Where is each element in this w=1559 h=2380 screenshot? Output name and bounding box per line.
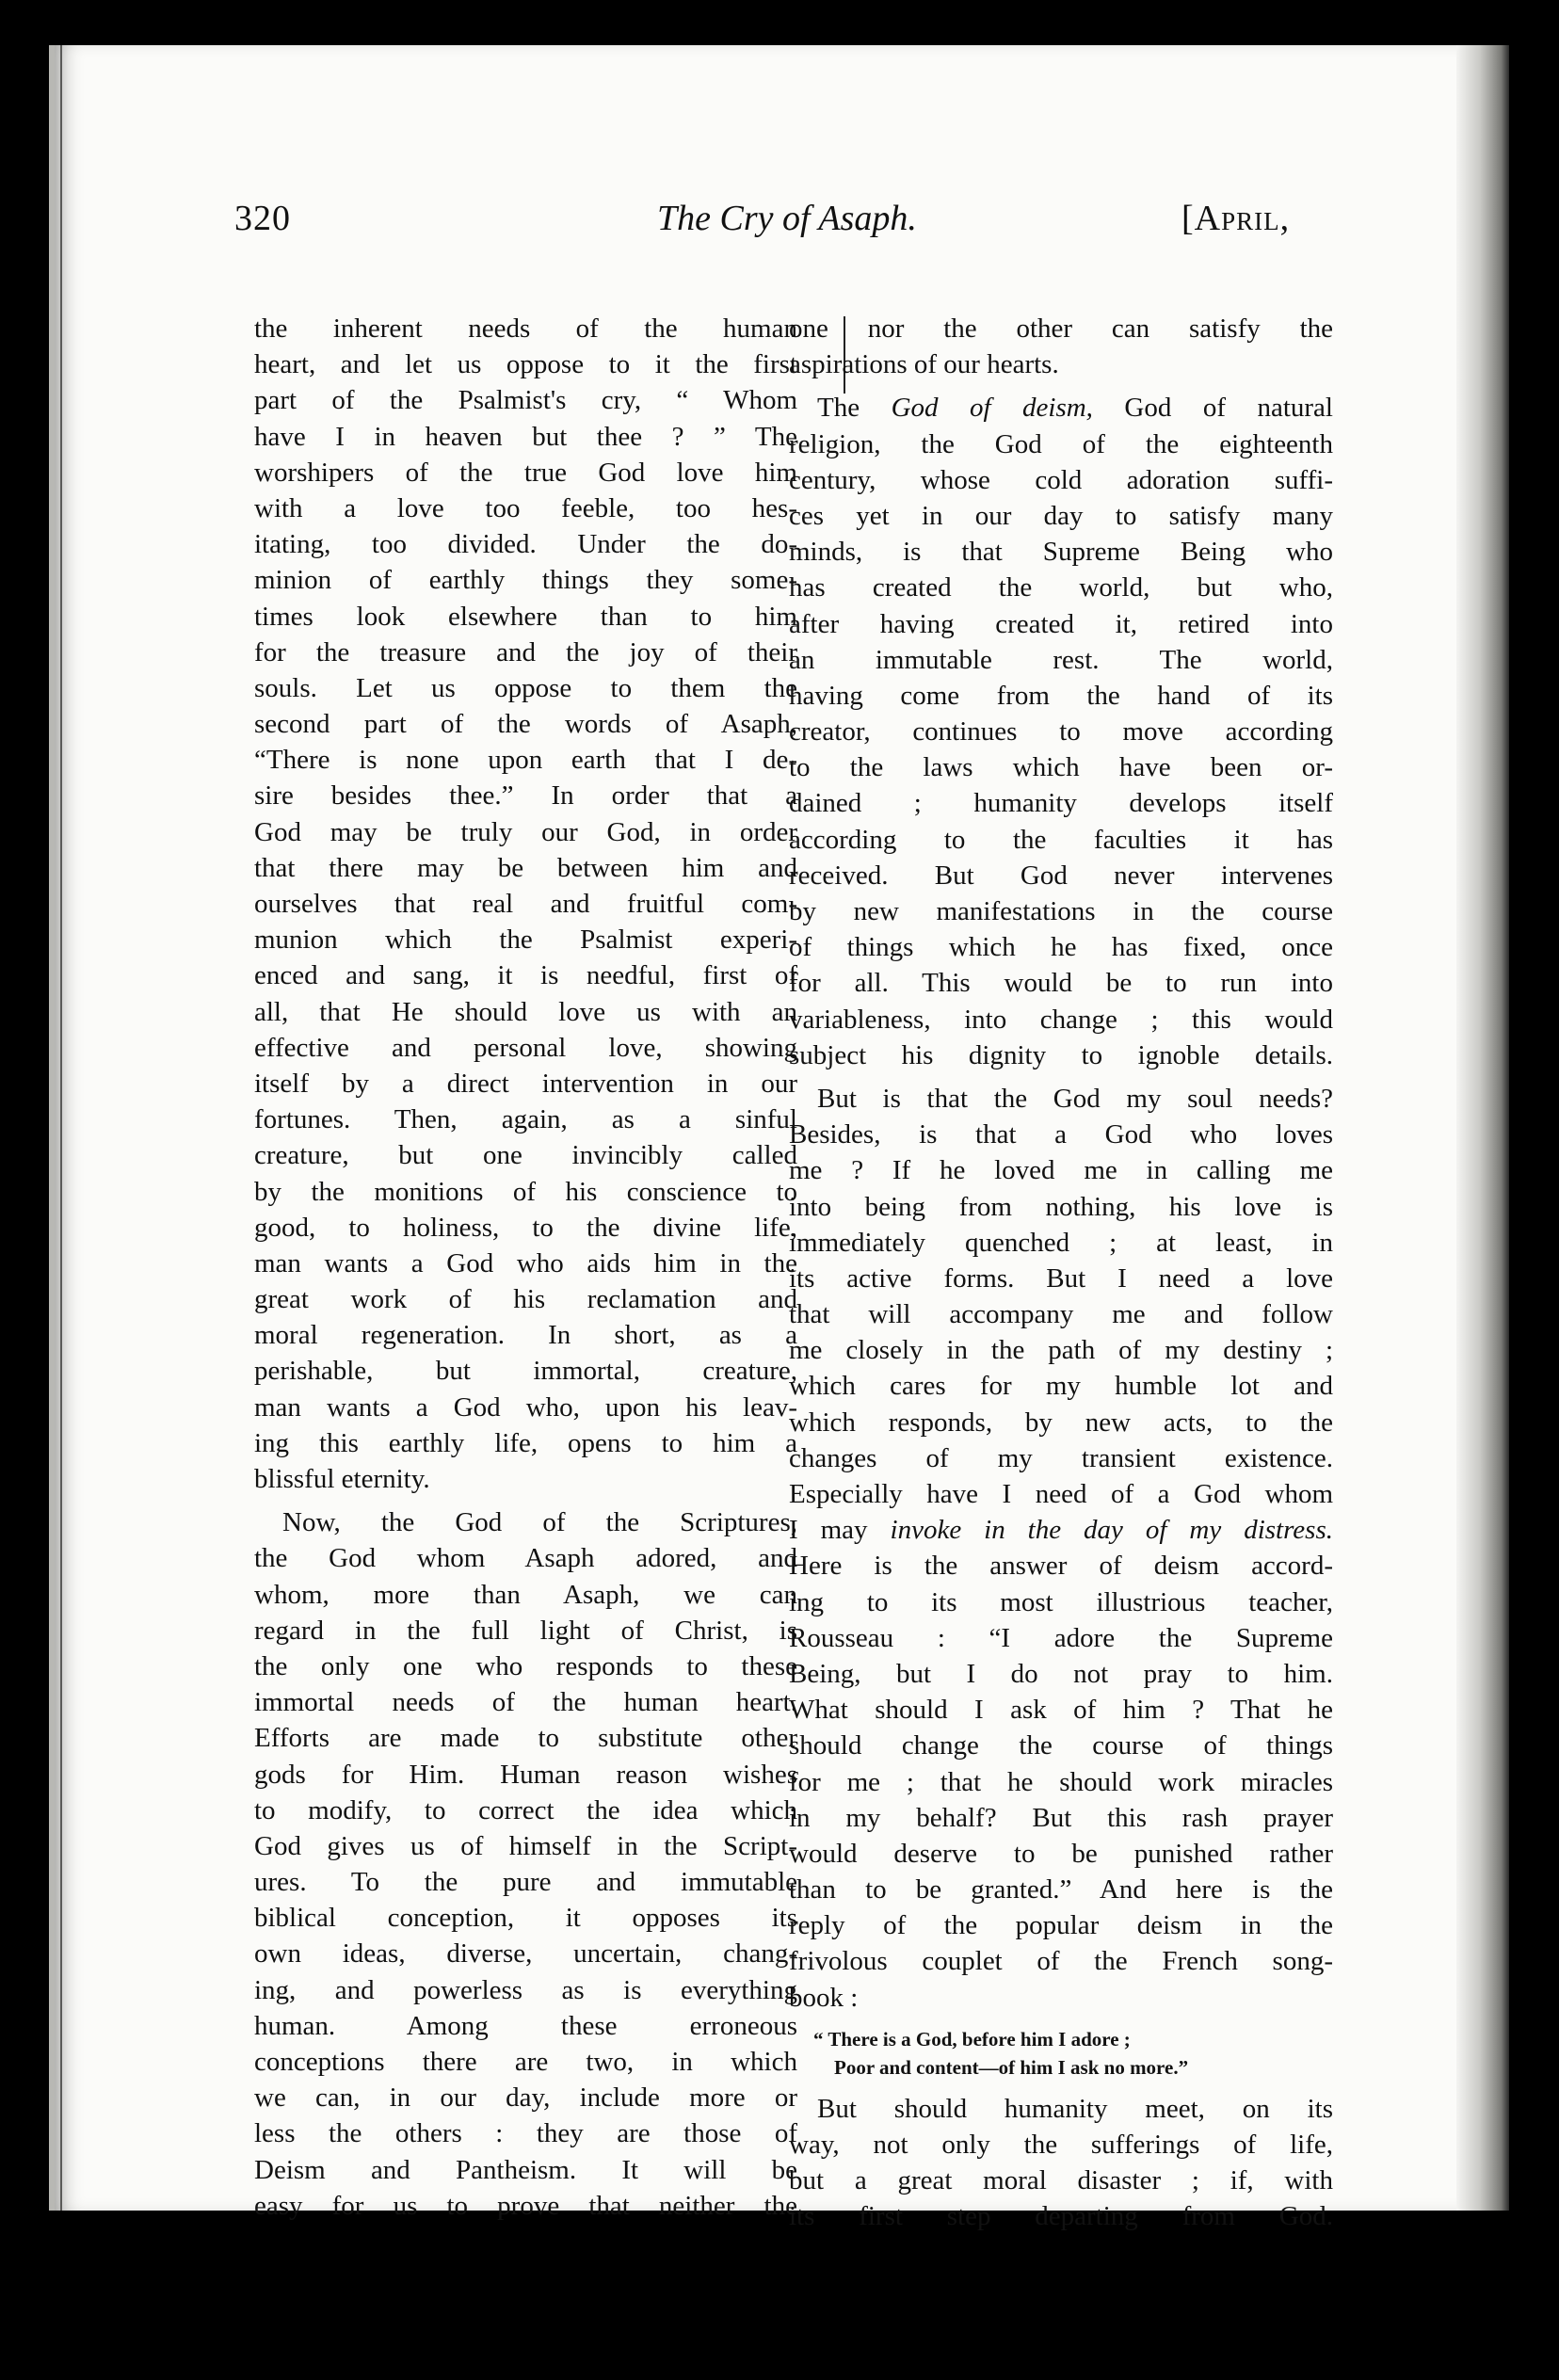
text-line: second part of the words of Asaph,	[254, 709, 797, 740]
text-line: in my behalf? But this rash prayer	[789, 1802, 1333, 1833]
text-line: into being from nothing, his love is	[789, 1191, 1333, 1222]
text-line: creature, but one invincibly called	[254, 1140, 797, 1171]
italic-phrase: God of deism,	[891, 393, 1093, 424]
text-line: own ideas, diverse, uncertain, chang-	[254, 1938, 797, 1970]
verse-line: “ There is a God, before him I adore ;	[813, 2027, 1131, 2050]
text-line: Especially have I need of a God whom	[789, 1479, 1333, 1509]
text-line: than to be granted.” And here is the	[789, 1874, 1333, 1906]
text-line: changes of my transient existence.	[789, 1442, 1333, 1473]
text-line: creator, continues to move according	[789, 716, 1333, 748]
page-gutter-shadow	[1456, 45, 1509, 2211]
text-line: that there may be between him and	[254, 852, 797, 883]
text-line: immediately quenched ; at least, in	[789, 1227, 1333, 1258]
text-line: for the treasure and the joy of their	[254, 636, 797, 667]
text-line: we can, in our day, include more or	[254, 2082, 797, 2114]
text-line: would deserve to be punished rather	[789, 1838, 1333, 1869]
text-line: times look elsewhere than to him	[254, 601, 797, 632]
text-line: which cares for my humble lot and	[789, 1371, 1333, 1402]
text-line: to modify, to correct the idea which	[254, 1794, 797, 1825]
text-line: itating, too divided. Under the do-	[254, 529, 797, 560]
text-line: Now, the God of the Scriptures,	[282, 1507, 797, 1538]
text-line: “There is none upon earth that I de-	[254, 745, 797, 776]
text-line: frivolous couplet of the French song-	[789, 1946, 1333, 1977]
text-line: the God whom Asaph adored, and	[254, 1543, 797, 1574]
text-line: that will accompany me and follow	[789, 1299, 1333, 1330]
paragraph-gap	[789, 382, 1333, 390]
text-line: gods for Him. Human reason wishes	[254, 1759, 797, 1790]
text-line: all, that He should love us with an	[254, 996, 797, 1027]
text-line: one nor the other can satisfy the	[789, 314, 1333, 344]
text-line: Efforts are made to substitute other	[254, 1723, 797, 1754]
text-line: by new manifestations in the course	[789, 896, 1333, 926]
text-line: Being, but I do not pray to him.	[789, 1658, 1333, 1689]
text-line: blissful eternity.	[254, 1464, 430, 1494]
text-line: perishable, but immortal, creature,	[254, 1356, 797, 1387]
text-line: subject his dignity to ignoble details.	[789, 1039, 1333, 1070]
text-line: But should humanity meet, on its	[817, 2093, 1333, 2124]
text-line: great work of his reclamation and	[254, 1284, 797, 1315]
text-line: should change the course of things	[789, 1730, 1333, 1761]
text-line: itself by a direct intervention in our	[254, 1068, 797, 1099]
text-line: worshipers of the true God love him	[254, 457, 797, 488]
text-line: of things which he has fixed, once	[789, 932, 1333, 963]
text-line: me closely in the path of my destiny ;	[789, 1335, 1333, 1366]
text-line: immortal needs of the human heart.	[254, 1687, 797, 1718]
text-line: for all. This would be to run into	[789, 968, 1333, 999]
text-line: effective and personal love, showing	[254, 1032, 797, 1063]
text-line: man wants a God who, upon his leav-	[254, 1391, 797, 1423]
text-line: by the monitions of his conscience to	[254, 1176, 797, 1207]
paragraph-gap	[254, 1497, 797, 1504]
left-column	[254, 311, 797, 2224]
text-line: way, not only the sufferings of life,	[789, 2130, 1333, 2160]
text-line: regard in the full light of Christ, is	[254, 1615, 797, 1646]
text-line: aspirations of our hearts.	[789, 349, 1059, 380]
distress-line	[789, 1512, 1333, 1548]
text-line: whom, more than Asaph, we can	[254, 1579, 797, 1610]
text-line: souls. Let us oppose to them the	[254, 672, 797, 703]
text-line: fortunes. Then, again, as a sinful	[254, 1104, 797, 1135]
right-column	[789, 311, 1333, 2235]
text-line: its first step departing from God.	[789, 2201, 1333, 2232]
text-line: received. But God never intervenes	[789, 860, 1333, 891]
text-line: easy for us to prove that neither the	[254, 2190, 797, 2221]
text-line: minion of earthly things they some-	[254, 565, 797, 596]
text-line: But is that the God my soul needs?	[817, 1083, 1333, 1114]
text-line: human. Among these erroneous	[254, 2010, 797, 2041]
text-line: man wants a God who aids him in the	[254, 1247, 797, 1278]
text-line: ces yet in our day to satisfy many	[789, 500, 1333, 531]
page-fold-line	[60, 45, 62, 2211]
text-line: munion which the Psalmist experi-	[254, 925, 797, 956]
paragraph-gap	[789, 1073, 1333, 1081]
text-line: but a great moral disaster ; if, with	[789, 2165, 1333, 2196]
text-line: sire besides thee.” In order that a	[254, 780, 797, 812]
running-title: The Cry of Asaph.	[657, 199, 917, 238]
verse-line: Poor and content—of him I ask no more.”	[834, 2055, 1189, 2079]
text-line: heart, and let us oppose to it the first	[254, 349, 797, 380]
text-line: to the laws which have been or-	[789, 752, 1333, 783]
text-line: Rousseau : “I adore the Supreme	[789, 1622, 1333, 1653]
text-line: minds, is that Supreme Being who	[789, 537, 1333, 568]
text-line: ing to its most illustrious teacher,	[789, 1586, 1333, 1617]
running-month: [April,	[1181, 199, 1291, 238]
text-line: What should I ask of him ? That he	[789, 1695, 1333, 1726]
text-line: enced and sang, it is needful, first of	[254, 960, 797, 991]
text-line: ing, and powerless as is everything	[254, 1974, 797, 2005]
text-fragment: The	[817, 393, 892, 424]
text-line: century, whose cold adoration suffi-	[789, 464, 1333, 495]
text-line: ing this earthly life, opens to him a	[254, 1427, 797, 1458]
text-fragment: God of natural	[1092, 393, 1333, 424]
text-line: have I in heaven but thee ? ” The	[254, 421, 797, 452]
text-line: me ? If he loved me in calling me	[789, 1155, 1333, 1186]
text-line: God gives us of himself in the Script-	[254, 1830, 797, 1861]
text-line: conceptions there are two, in which	[254, 2047, 797, 2077]
text-line: biblical conception, it opposes its	[254, 1903, 797, 1934]
running-head	[55, 198, 1509, 254]
text-line: its active forms. But I need a love	[789, 1262, 1333, 1294]
text-line: the only one who responds to these	[254, 1650, 797, 1681]
text-line: after having created it, retired into	[789, 608, 1333, 639]
page-number: 320	[234, 199, 291, 238]
text-line: God may be truly our God, in order	[254, 816, 797, 847]
text-line: book :	[789, 1982, 859, 2013]
text-line: ures. To the pure and immutable	[254, 1867, 797, 1898]
text-line: less the others : they are those of	[254, 2118, 797, 2149]
text-line: according to the faculties it has	[789, 824, 1333, 855]
text-line: variableness, into change ; this would	[789, 1004, 1333, 1035]
text-line: religion, the God of the eighteenth	[789, 428, 1333, 459]
text-fragment: I may	[789, 1515, 891, 1546]
text-line: ourselves that real and fruitful com-	[254, 889, 797, 919]
text-line: has created the world, but who,	[789, 572, 1333, 603]
text-line: Besides, is that a God who loves	[789, 1119, 1333, 1150]
text-line: Here is the answer of deism accord-	[789, 1551, 1333, 1582]
text-line: good, to holiness, to the divine life,	[254, 1212, 797, 1243]
text-line: Deism and Pantheism. It will be	[254, 2154, 797, 2185]
text-line: having come from the hand of its	[789, 680, 1333, 711]
text-line: with a love too feeble, too hes-	[254, 492, 797, 523]
text-line: moral regeneration. In short, as a	[254, 1320, 797, 1351]
text-line: for me ; that he should work miracles	[789, 1766, 1333, 1797]
text-line: dained ; humanity develops itself	[789, 788, 1333, 819]
text-line: which responds, by new acts, to the	[789, 1407, 1333, 1438]
deism-intro-line	[789, 390, 1333, 426]
text-line: the inherent needs of the human	[254, 314, 797, 344]
text-line: part of the Psalmist's cry, “ Whom	[254, 385, 797, 416]
book-page	[49, 45, 1509, 2232]
text-line: an immutable rest. The world,	[789, 644, 1333, 675]
text-line: reply of the popular deism in the	[789, 1910, 1333, 1941]
italic-phrase: invoke in the day of my distress.	[890, 1515, 1333, 1546]
